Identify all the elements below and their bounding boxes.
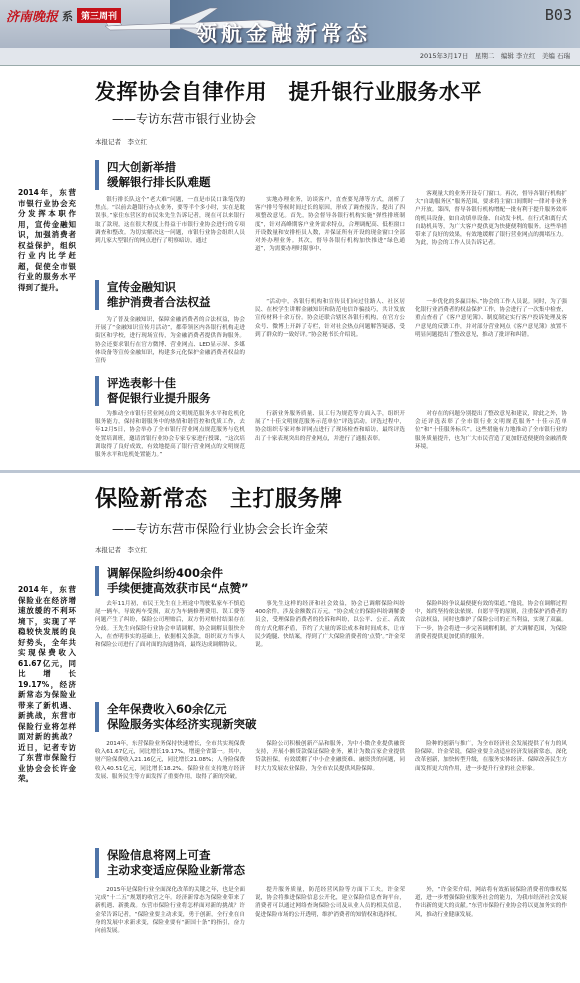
- banner-title: 领航金融新常态: [196, 22, 371, 46]
- article2-section1-heading: 调解保险纠纷400余件 手续便捷高效获市民“点赞”: [95, 566, 249, 596]
- article1-section1-heading: 四大创新举措 缓解银行排长队难题: [95, 160, 211, 190]
- article2-section2-col1: 2014年，东营保险业务保持快速增长，全市共实现保费收入61.67亿元，同比增长19.17%，增速全省第一。其中，财产险保费收入21.16亿元，同比增长21.08%；人身险保费收入40.51亿元，同比增长18.2%。保险业在支持地方经济发展、服务民生等方面发挥了重要作用，取得了新的突破。: [95, 741, 245, 780]
- article-divider: [0, 470, 580, 473]
- article2-section3-col3: 外，“许金荣介绍，网站将有效拓展保险消费者的维权渠道，进一步增强保险业服务社会的能力，为我市经济社会发展作出新的更大的贡献。”东营市保险行业协会将以更加务实的作风，推动行业健康发展。: [415, 887, 567, 918]
- article2-section3-heading: 保险信息将网上可查 主动求变适应保险业新常态: [95, 848, 245, 878]
- article1-section2-col1: 为了普及金融知识，保障金融消费者的合法权益，协会开展了“金融知识宣传月活动”，都带领区内各银行机构走进街区和学校，进行现场宣传，为金融消费者提供咨询服务。协会还要求银行在官方微博、营业网点、LED显示屏、多媒体设备等宣传金融知识，构建多元化保护金融消费者权益的宣传: [95, 317, 245, 365]
- page-code: B03: [544, 6, 572, 24]
- article1-section1-col1: 银行排长队这个“老大难”问题，一直是市民口诛笔伐的焦点。“以前去趟银行办点业务，要等半个多小时，实在是耽误事。”家住东营区的市民朱先生告诉记者，现在可以来银行取了款现，这在很大程度上得益于市银行业协会进行的专项调查和整改。为切实解决这一问题，市银行业协会组织人员到几家大型银行的网点进行了明察暗访，通过: [95, 197, 245, 245]
- article1-section1-col3: 客观量大的业务开设专门窗口。再次，督导各银行机构扩大“自助服务区”服务范围，要求将主窗口间期时一律对非业务户开放。第四，督导各银行机构增配一批有利于提升服务效率的机具设备，如自动填单设备、自动发卡机、在行式和离行式自助机具等，为广大客户提供更为快捷便利的服务。这些举措带来了良好的效果，有效地缓解了银行营业网点的拥堵压力。为此，协会的工作人员告诉记者。: [415, 191, 567, 247]
- masthead: [6, 6, 121, 25]
- article1-sidebar: 2014年，东营市银行业协会充分发挥本职作用，宣传金融知识，加强消费者权益保护，组织行业内比学赶超，促使全市银行业的服务水平得到了提升。: [18, 188, 76, 292]
- article2-subtitle: ——专访东营市保险行业协会会长许金荣: [112, 522, 329, 536]
- article2-sidebar: 2014年，东营保险业在经济增速放缓的不利环境下，实现了平稳较快发展的良好势头，全年共实现保费收入61.67亿元，同比增长19.17%，经济新常态为保险业带来了新机遇、新挑战，东营市保险行业将怎样面对新的挑战？近日，记者专访了东营市保险行业协会会长许金荣。: [18, 585, 76, 783]
- article1-subtitle: ——专访东营市银行业协会: [112, 112, 257, 126]
- article1-section3-col3: 对存在的问题分别提出了整改意见和建议，除此之外，协会还评选表彰了全市银行业文明规范服务“十佳示范单位”和“十佳服务标兵”。这些措施有力地推动了全市银行业的服务质量提升，也为广大市民营造了更加舒适便捷的金融消费环境。: [415, 411, 567, 450]
- article2-title: 保险新常态 主打服务牌: [95, 486, 343, 512]
- article2-section3-col2: 提升服务质量，防范经营风险等方面下工夫。许金荣说，协会将推进保险信息公开化，建立保险信息查询平台，消费者可以通过网络查询保险公司及从业人员的相关信息，促进保险市场的公开透明，维护消费者的知情权和选择权。: [255, 887, 405, 918]
- article1-byline: 本报记者 李立红: [95, 138, 147, 146]
- article2-byline: 本报记者 李立红: [95, 546, 147, 554]
- dateline: 2015年3月17日 星期二 编辑 李立红 美编 石瑞: [419, 52, 570, 60]
- article1-section1-col2: 实地办理业务，访谈客户，直查要见薄等方式，剖析了客户排号等候时间过长的原因，形成了调查报告，提出了四项整改意见。首先，协会督导各银行机构实施“弹性排班制度”，针对高峰期客户业务需求特点，合理调配高、低柜窗口开设数量和安排柜员人数，并保证所有开设的现金窗口全部对外办理业务。其次，督导各银行机构加快推进“绿色通道”，为需要办理时限事中、: [255, 197, 405, 253]
- article2-section2-heading: 全年保费收入60余亿元 保险服务实体经济实现新突破: [95, 702, 257, 732]
- article1-section3-heading: 评选表彰十佳 督促银行业提升服务: [95, 376, 211, 406]
- article1-section2-col2: “活动中，各银行机构和宣传员们向过往路人、社区居民、在校学生讲解金融知识和防范电信诈骗技巧，共计发放宣传材料十余万份。协会还联合辖区各银行机构，在官方公众号、微博上开辟了专栏，针对社会热点问题解答疑惑，受到了群众的一致好评。”协会秘书长介绍说。: [255, 299, 405, 338]
- page-banner: [0, 0, 580, 66]
- article2-section2-col2: 保险公司积极创新产品和服务，为中小微企业提供融资支持，开展小额贷款保证保险业务，累计为数百家企业提供贷款担保，有效缓解了中小企业融资难、融资贵的问题，同时大力发展农业保险，为全市农民提供风险保障。: [255, 741, 405, 772]
- article1-section3-col1: 为推动全市银行营业网点的文明规范服务水平和危机化服务能力，保持和谐服务中的热情和谐管控和优质工作，去年12月5日，协会举办了全市银行营业网点规范服务与危机处置培训班，邀请省银行业协会专家专家进行授课，“这次培训取得了良好成效，有效地提高了银行营业网点的文明规范服务水平和危机处置能力。”: [95, 411, 245, 459]
- article1-section2-heading: 宣传金融知识 维护消费者合法权益: [95, 280, 211, 310]
- article1-section2-col3: 一步优化的多赢目标。”协会的工作人员说。同时，为了强化银行业消费者的权益保护工作，协会进行了一次集中检查，重点查看了《客户意见簿》、制度制定实行客户投诉处理及客户意见的反馈工作，并对部分营业网点《客户意见簿》放置不明显问题提出了整改意见，推动了批评和纠错。: [415, 299, 567, 338]
- article1-section3-col2: 行新业务服务质量、员工行为规范等方面入手，组织开展了“十佳文明规范服务示范单位”评选活动。评选过程中，协会组织专家对参评网点进行了现场检查和暗访，最终评选出了十家表现突出的营业网点，并进行了通报表彰。: [255, 411, 405, 442]
- series-label: 系: [62, 9, 74, 23]
- article2-section3-col1: 2015年是保险行业全面深化改革的关键之年，也是全面完成“十二五”规划的收官之年。经济新常态为保险业带来了新机遇、新挑战。东营市保险行业将怎样面对新的挑战？许金荣告诉记者，“保险业要主动求变，勇于创新，全行业在自身的发展中求新求变，保险业要有“新国十条”的指引，奋力向前发展。: [95, 887, 245, 935]
- article1-title: 发挥协会自律作用 提升银行业服务水平: [95, 79, 482, 104]
- newspaper-logo: 济南晚报: [6, 10, 59, 25]
- article2-section2-col3: 险种的创新与推广，为全市经济社会发展提供了有力的风险保障。许金荣说，保险业要主动适应经济发展新常态，深化改革创新，加快转型升级，在服务实体经济、保障改善民生方面发挥更大的作用，进一步提升行业的社会形象。: [415, 741, 567, 772]
- article2-section1-col3: 保险纠纷争议最便捷有效的渠道。”他说，协会在调解过程中，始终坚持依法依规、自愿平等的原则，注重保护消费者的合法权益，同时也维护了保险公司的正当利益，实现了双赢。下一步，协会将进一步完善调解机制，扩大调解范围，为保险消费者提供更加优质的服务。: [415, 601, 567, 640]
- article2-section1-col1: 去年11月初，市民王先生在上班途中驾驶私家车不慎追尾一辆车，导致两车受损，双方为车辆修理费用、误工费等问题产生了纠纷，保险公司理赔后，双方仍对赔付结果存在分歧。王先生向保险行业协会申请调解，协会调解员很快介入，在查明事实的基础上，依据相关条款，组织双方当事人和保险公司进行了面对面的沟通协商，最终达成调解协议。: [95, 601, 245, 649]
- edition-tag: 第三周刊: [77, 8, 121, 23]
- article2-section1-col2: 事先生这样的经济和社会效益，协会已调解保险纠纷400余件，涉及金额数百万元。“协会成立的保险纠纷调解委员会，受理保险消费者的投诉和纠纷，以公平、公正、高效的方式化解矛盾，节约了大量的诉讼成本和时间成本，让市民少跑腿、快结案，得到了广大保险消费者的‘点赞’。”许金荣说。: [255, 601, 405, 649]
